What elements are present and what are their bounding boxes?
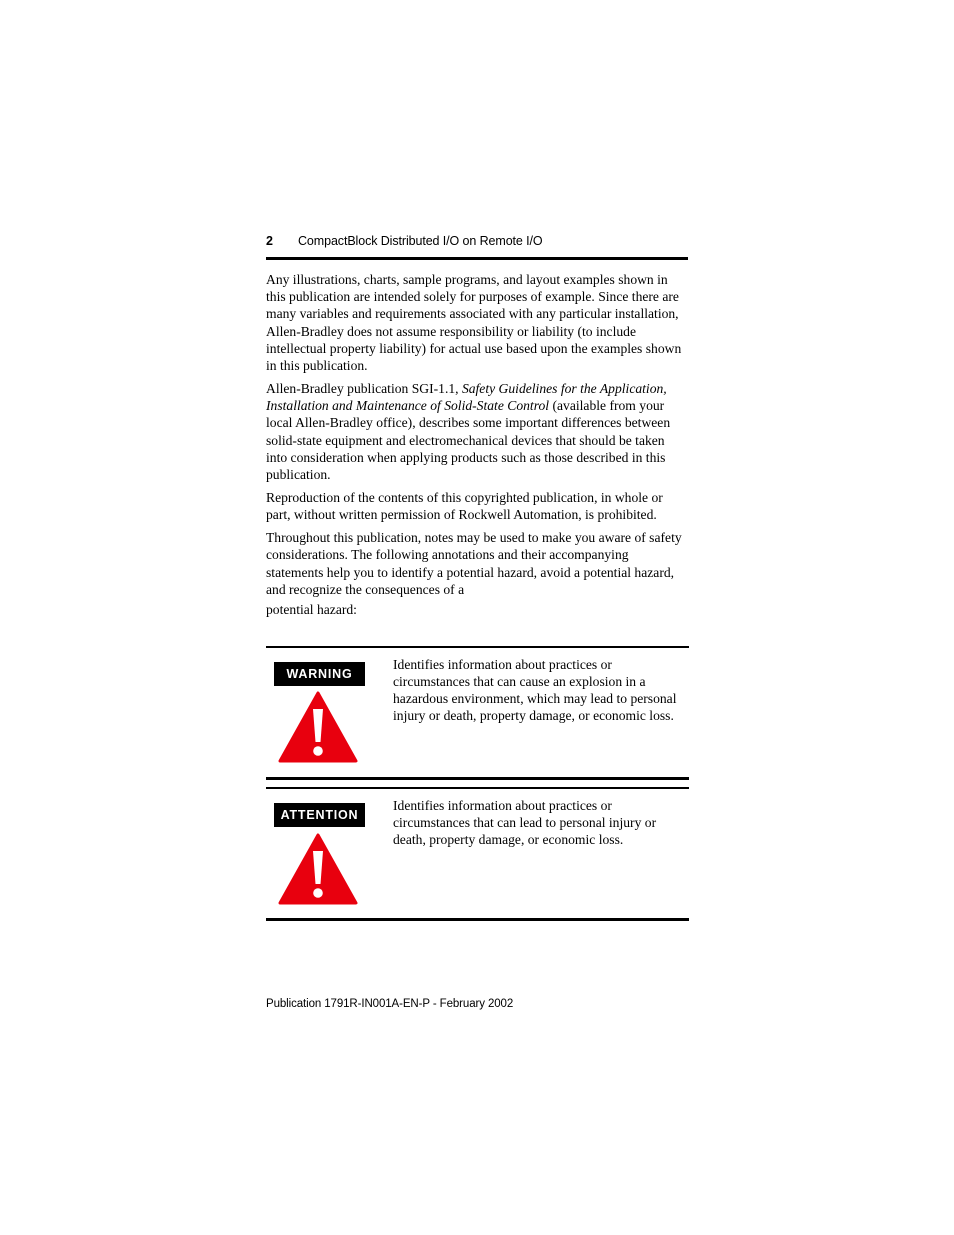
warning-badge: WARNING [274,662,365,686]
paragraph-illustrations: Any illustrations, charts, sample programs, and layout examples shown in this publication are intended solely for purposes of example. Since there are many variables and requirements associated with any particular installation, Allen-Bradley does not assume responsibility or liability (to include intellectual property liability) for actual use based upon the examples shown in this publication. [266,272,682,374]
paragraph-safety-notes-text: Throughout this publication, notes may be used to make you aware of safety considerations. The following annotations and their accompanying statements help you to identify a potential hazard, avoid a potential hazard, and recognize the consequences of a [266,530,682,597]
attention-notice [266,787,689,923]
notice-bottom-rule [266,777,689,780]
attention-text: Identifies information about practices or circumstances that can lead to personal injury or death, property damage, or economic loss. [393,798,657,847]
paragraph-safety-notes-last: potential hazard: [266,602,357,618]
notice-top-rule [266,646,689,648]
header-title: CompactBlock Distributed I/O on Remote I/O [298,234,543,248]
body-text [266,271,688,624]
page-number: 2 [266,234,273,248]
paragraph-sgi-start: Allen-Bradley publication SGI-1.1, [266,381,462,397]
warning-text: Identifies information about practices or circumstances that can cause an explosion in a hazardous environment, which may lead to personal injury or death, property damage, or economic loss. [393,657,677,723]
paragraph-safety-notes [266,529,688,618]
running-header [266,234,688,251]
paragraph-publication-sgi [266,380,688,483]
warning-notice [266,646,689,782]
notice-bottom-rule [266,918,689,921]
header-rule [266,257,688,260]
safety-guidelines-title: Safety Guidelines for the Application, Installation and Maintenance of Solid-State Control [266,381,667,414]
publication-footer: Publication 1791R-IN001A-EN-P - February 2002 [266,998,514,1010]
warning-triangle-icon [278,833,358,905]
warning-triangle-icon [278,691,358,763]
attention-badge: ATTENTION [274,803,365,827]
notice-top-rule [266,787,689,789]
paragraph-reproduction: Reproduction of the contents of this copyrighted publication, in whole or part, without written permission of Rockwell Automation, is prohibited. [266,490,663,523]
paragraph-sgi-end: (available from your local Allen-Bradley office), describes some important differences between solid-state equipment and electromechanical devices that should be taken into consideration when applying products such as those described in this publication. [266,398,671,483]
